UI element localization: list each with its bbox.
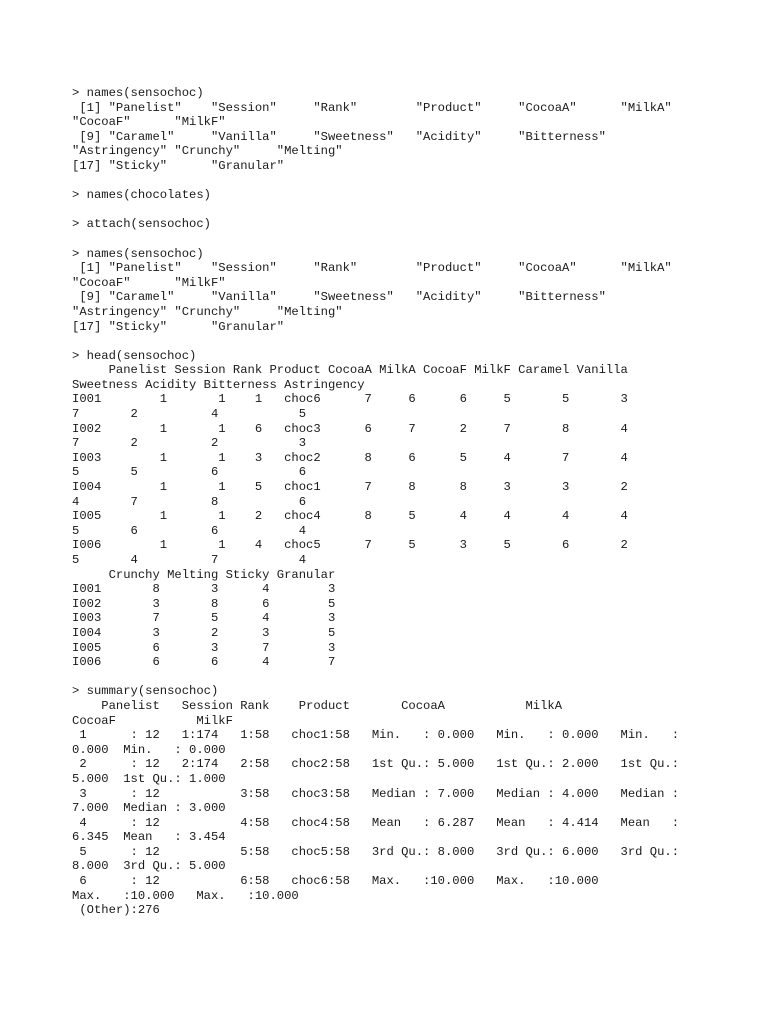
console-block-summary [72,684,762,918]
table-row-line: I006 1 1 4 choc5 7 5 3 5 6 2 [72,538,628,553]
console-block-head [72,349,762,670]
table-row-line: I004 1 1 5 choc1 7 8 8 3 3 2 [72,480,628,495]
summary-row-line: Max. :10.000 Max. :10.000 [72,888,299,903]
table-row-line: 5 5 6 6 [72,465,307,480]
summary-row-line: 3 : 12 3:58 choc3:58 Median : 7.000 Median : 4.000 Median : [72,786,680,801]
table-row-line: I003 7 5 4 3 [72,611,336,626]
table-row-line: I001 1 1 1 choc6 7 6 6 5 5 3 [72,392,628,407]
console-command: > names(sensochoc) [72,246,204,261]
summary-row-line: 2 : 12 2:174 2:58 choc2:58 1st Qu.: 5.000 1st Qu.: 2.000 1st Qu.: [72,757,680,772]
console-output-line: [9] "Caramel" "Vanilla" "Sweetness" "Acidity" "Bitterness" [72,290,606,305]
console-command: > names(sensochoc) [72,86,204,100]
console-output-line: "Astringency" "Crunchy" "Melting" [72,304,343,319]
console-output-line: [17] "Sticky" "Granular" [72,158,285,173]
table-row-line: I005 6 3 7 3 [72,640,336,655]
summary-row-line: 7.000 Median : 3.000 [72,801,226,816]
table-row-line: I002 3 8 6 5 [72,596,336,611]
console-output-line: "CocoaF" "MilkF" [72,275,226,290]
summary-row-line: 8.000 3rd Qu.: 5.000 [72,859,226,874]
table-row-line: 5 6 6 4 [72,523,307,538]
table-row-line: I005 1 1 2 choc4 8 5 4 4 4 4 [72,509,628,524]
console-output-line: [1] "Panelist" "Session" "Rank" "Product" "CocoaA" "MilkA" [72,261,672,276]
summary-row-line: 0.000 Min. : 0.000 [72,742,226,757]
console-output-line: [17] "Sticky" "Granular" [72,319,285,334]
summary-row-line: 5 : 12 5:58 choc5:58 3rd Qu.: 8.000 3rd Qu.: 6.000 3rd Qu.: [72,844,680,859]
summary-header-line: Panelist Session Rank Product CocoaA MilkA [72,698,563,713]
table-header-line: Crunchy Melting Sticky Granular [72,567,336,582]
document-page [72,86,762,932]
console-output-line: "CocoaF" "MilkF" [72,115,226,130]
console-block-names-chocolates [72,188,762,203]
console-command: > head(sensochoc) [72,348,197,363]
table-header-line: Sweetness Acidity Bitterness Astringency [72,377,365,392]
summary-row-line: 6 : 12 6:58 choc6:58 Max. :10.000 Max. :10.000 [72,874,599,889]
table-row-line: I006 6 6 4 7 [72,655,336,670]
console-output-line: [9] "Caramel" "Vanilla" "Sweetness" "Acidity" "Bitterness" [72,129,606,144]
table-row-line: 7 2 2 3 [72,436,307,451]
summary-row-line: (Other):276 [72,903,160,918]
table-row-line: I003 1 1 3 choc2 8 6 5 4 7 4 [72,450,628,465]
summary-row-line: 1 : 12 1:174 1:58 choc1:58 Min. : 0.000 Min. : 0.000 Min. : [72,728,680,743]
console-command: > attach(sensochoc) [72,217,211,232]
table-row-line: 4 7 8 6 [72,494,307,509]
table-header-line: Panelist Session Rank Product CocoaA MilkA CocoaF MilkF Caramel Vanilla [72,363,628,378]
console-command: > summary(sensochoc) [72,684,219,699]
summary-header-line: CocoaF MilkF [72,713,233,728]
console-block-attach [72,217,762,232]
console-block-names-sensochoc-repeat [72,247,762,335]
summary-row-line: 6.345 Mean : 3.454 [72,830,226,845]
summary-row-line: 5.000 1st Qu.: 1.000 [72,771,226,786]
table-row-line: 5 4 7 4 [72,553,307,567]
summary-row-line: 4 : 12 4:58 choc4:58 Mean : 6.287 Mean : 4.414 Mean : [72,815,680,830]
table-row-line: I004 3 2 3 5 [72,625,336,640]
console-command: > names(chocolates) [72,188,211,203]
table-row-line: I002 1 1 6 choc3 6 7 2 7 8 4 [72,421,628,436]
console-output-line: "Astringency" "Crunchy" "Melting" [72,144,343,159]
table-row-line: I001 8 3 4 3 [72,582,336,597]
console-block-names-sensochoc [72,86,762,174]
table-row-line: 7 2 4 5 [72,407,307,422]
console-output-line: [1] "Panelist" "Session" "Rank" "Product" "CocoaA" "MilkA" [72,100,672,115]
